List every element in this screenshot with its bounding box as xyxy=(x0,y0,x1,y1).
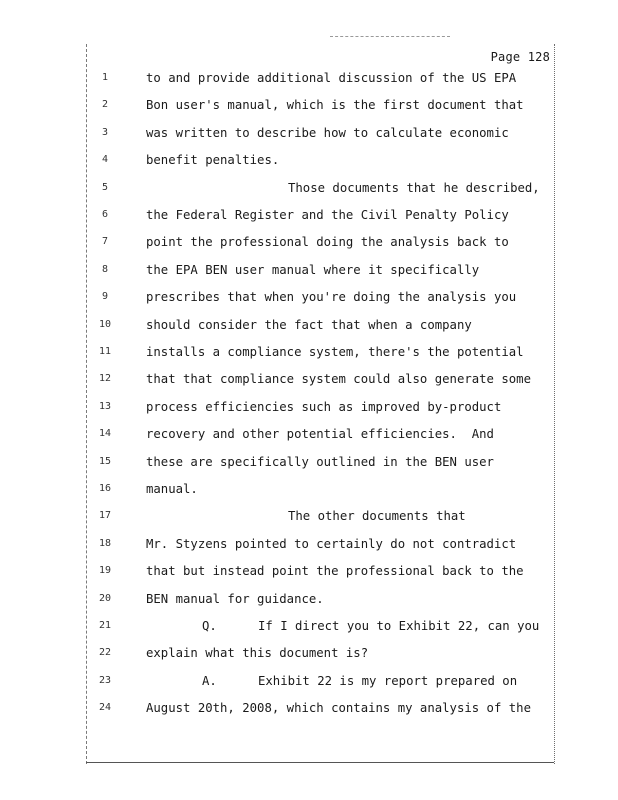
transcript-line xyxy=(0,68,618,88)
line-number: 5 xyxy=(101,181,109,193)
line-number: 7 xyxy=(101,236,109,248)
line-text: August 20th, 2008, which contains my analysis of the xyxy=(146,701,531,716)
line-text: explain what this document is? xyxy=(146,646,369,661)
line-number: 22 xyxy=(98,647,112,659)
transcript-line xyxy=(0,95,618,115)
line-text: these are specifically outlined in the BEN user xyxy=(146,454,494,469)
line-text: that that compliance system could also generate some xyxy=(146,372,531,387)
line-text: installs a compliance system, there's the potential xyxy=(146,345,524,359)
line-text: the EPA BEN user manual where it specifically xyxy=(146,262,480,277)
line-number: 19 xyxy=(98,565,112,577)
line-number: 23 xyxy=(98,674,112,686)
line-number: 6 xyxy=(101,209,109,220)
line-number: 2 xyxy=(101,99,109,111)
line-number: 11 xyxy=(98,346,112,357)
line-number: 20 xyxy=(98,592,112,604)
transcript-line xyxy=(0,397,618,417)
transcript-line xyxy=(0,643,618,663)
top-rule xyxy=(330,36,450,37)
line-number: 12 xyxy=(98,373,112,385)
line-text: Mr. Styzens pointed to certainly do not contradict xyxy=(146,536,517,551)
line-text: the Federal Register and the Civil Penalty Policy xyxy=(146,208,509,222)
line-number: 24 xyxy=(98,702,112,714)
line-text: point the professional doing the analysis back to xyxy=(146,235,509,250)
line-number: 9 xyxy=(101,291,109,303)
line-text: The other documents that xyxy=(288,509,466,524)
line-text: was written to describe how to calculate economic xyxy=(146,125,509,140)
transcript-line xyxy=(0,369,618,389)
line-number: 8 xyxy=(101,263,109,275)
transcript-line xyxy=(0,232,618,252)
qa-label: A. xyxy=(202,673,217,688)
transcript-line xyxy=(0,671,618,691)
line-number: 21 xyxy=(98,620,112,631)
line-text: process efficiencies such as improved by-product xyxy=(146,399,502,414)
line-text: recovery and other potential efficiencies. And xyxy=(146,427,494,442)
line-text: prescribes that when you're doing the analysis you xyxy=(146,290,517,305)
transcript-line xyxy=(0,205,618,225)
transcript-line xyxy=(0,424,618,444)
transcript-line xyxy=(0,534,618,554)
transcript-line xyxy=(0,698,618,718)
line-number: 17 xyxy=(98,510,112,522)
line-text: BEN manual for guidance. xyxy=(146,591,324,606)
line-number: 14 xyxy=(98,428,112,440)
line-text: Bon user's manual, which is the first document that xyxy=(146,98,524,113)
transcript-line xyxy=(0,452,618,472)
transcript-line xyxy=(0,178,618,198)
transcript-line xyxy=(0,616,618,636)
transcript-line xyxy=(0,506,618,526)
line-text: benefit penalties. xyxy=(146,153,280,168)
line-text: manual. xyxy=(146,482,198,496)
line-text: should consider the fact that when a company xyxy=(146,317,472,332)
transcript-line xyxy=(0,561,618,581)
page-number: Page 128 xyxy=(490,50,550,64)
transcript-line xyxy=(0,150,618,170)
transcript-line xyxy=(0,342,618,362)
line-text: If I direct you to Exhibit 22, can you xyxy=(258,619,540,633)
line-number: 16 xyxy=(98,483,112,494)
line-text: to and provide additional discussion of the US EPA xyxy=(146,71,517,85)
line-number: 10 xyxy=(98,318,112,330)
transcript-line xyxy=(0,479,618,499)
transcript-line xyxy=(0,315,618,335)
line-number: 13 xyxy=(98,400,112,412)
line-number: 18 xyxy=(98,537,112,549)
line-number: 3 xyxy=(101,126,109,138)
qa-label: Q. xyxy=(202,619,217,633)
line-text: Those documents that he described, xyxy=(288,180,540,195)
line-number: 1 xyxy=(101,72,109,83)
line-text: Exhibit 22 is my report prepared on xyxy=(258,673,518,688)
line-text: that but instead point the professional back to the xyxy=(146,564,524,579)
transcript-line xyxy=(0,260,618,280)
transcript-line xyxy=(0,287,618,307)
line-number: 15 xyxy=(98,455,112,467)
transcript-line xyxy=(0,123,618,143)
line-number: 4 xyxy=(101,154,109,166)
transcript-line xyxy=(0,589,618,609)
bottom-rule xyxy=(86,762,554,763)
